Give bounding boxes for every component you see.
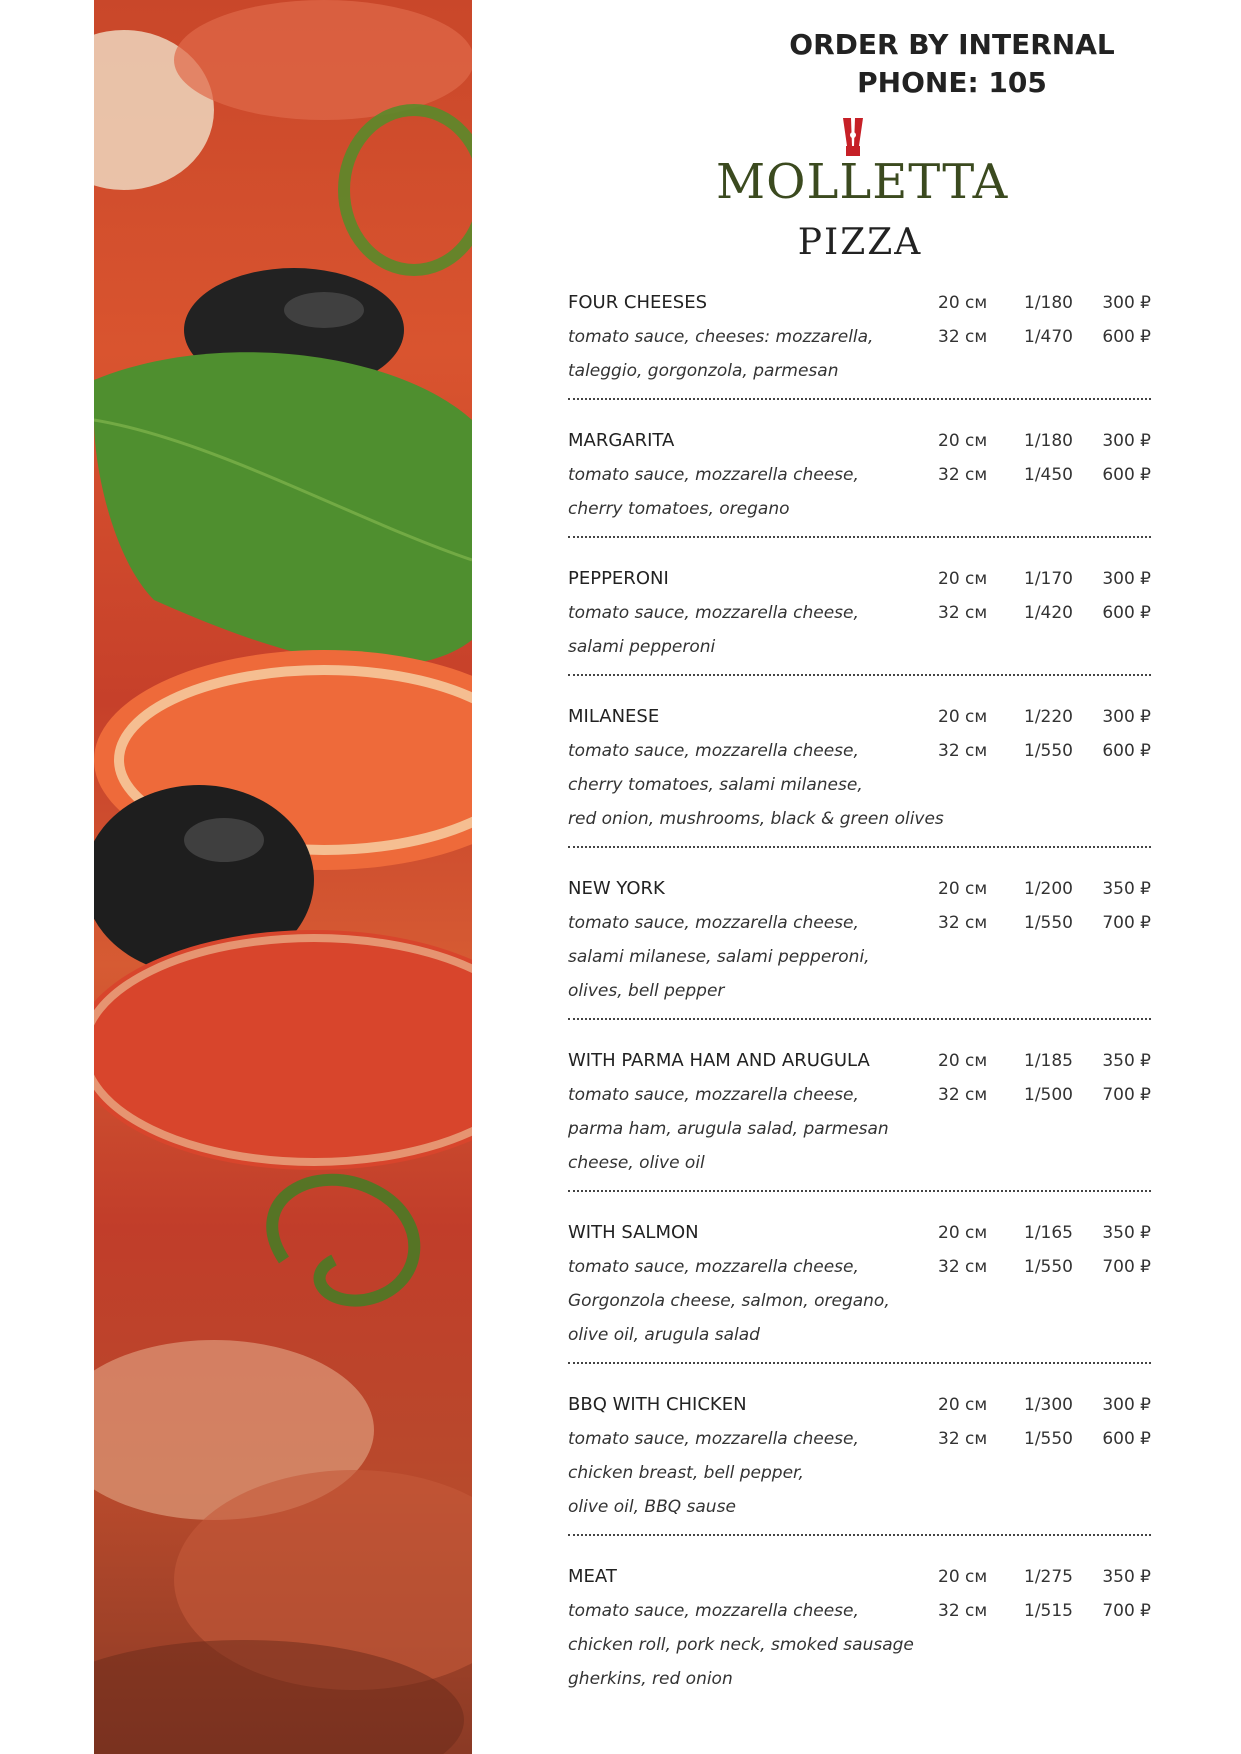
menu-item-row bbox=[568, 1628, 1151, 1662]
item-weight: 1/300 bbox=[1024, 1395, 1073, 1415]
pizza-photo-art bbox=[94, 0, 472, 1754]
item-weight: 1/500 bbox=[1024, 1085, 1073, 1105]
item-price: 300 ₽ bbox=[1102, 707, 1151, 727]
item-name: NEW YORK bbox=[568, 878, 665, 899]
dotted-divider bbox=[568, 1018, 1151, 1020]
item-description: olive oil, arugula salad bbox=[568, 1325, 760, 1345]
item-description: tomato sauce, mozzarella cheese, bbox=[568, 913, 859, 933]
item-description: olives, bell pepper bbox=[568, 981, 725, 1001]
menu-item bbox=[568, 700, 1151, 836]
item-price: 700 ₽ bbox=[1102, 1601, 1151, 1621]
menu-item-row bbox=[568, 1594, 1151, 1628]
item-price: 600 ₽ bbox=[1102, 1429, 1151, 1449]
dotted-divider bbox=[568, 398, 1151, 400]
item-price: 300 ₽ bbox=[1102, 569, 1151, 589]
menu-item bbox=[568, 424, 1151, 526]
menu-item-row bbox=[568, 1662, 1151, 1696]
item-weight: 1/550 bbox=[1024, 741, 1073, 761]
item-description: cherry tomatoes, oregano bbox=[568, 499, 790, 519]
item-size: 20 см bbox=[938, 1223, 988, 1243]
menu-item-row bbox=[568, 424, 1151, 458]
menu-item-row bbox=[568, 906, 1151, 940]
menu-item bbox=[568, 286, 1151, 388]
menu-item-row bbox=[568, 1146, 1151, 1180]
menu-item-row bbox=[568, 802, 1151, 836]
item-description: red onion, mushrooms, black & green olives bbox=[568, 809, 944, 829]
item-description: parma ham, arugula salad, parmesan bbox=[568, 1119, 889, 1139]
item-weight: 1/170 bbox=[1024, 569, 1073, 589]
item-description: gherkins, red onion bbox=[568, 1669, 733, 1689]
menu-item-row bbox=[568, 768, 1151, 802]
item-weight: 1/180 bbox=[1024, 293, 1073, 313]
item-weight: 1/470 bbox=[1024, 327, 1073, 347]
item-price: 600 ₽ bbox=[1102, 603, 1151, 623]
order-line-2: PHONE: 105 bbox=[857, 66, 1047, 99]
item-description: tomato sauce, mozzarella cheese, bbox=[568, 1601, 859, 1621]
item-weight: 1/550 bbox=[1024, 1257, 1073, 1277]
item-price: 350 ₽ bbox=[1102, 1223, 1151, 1243]
item-name: MEAT bbox=[568, 1566, 617, 1587]
menu-item-row bbox=[568, 1490, 1151, 1524]
item-name: WITH SALMON bbox=[568, 1222, 699, 1243]
item-size: 20 см bbox=[938, 1567, 988, 1587]
item-description: tomato sauce, mozzarella cheese, bbox=[568, 1429, 859, 1449]
item-size: 32 см bbox=[938, 465, 988, 485]
item-description: cheese, olive oil bbox=[568, 1153, 705, 1173]
item-size: 32 см bbox=[938, 1085, 988, 1105]
menu-item bbox=[568, 872, 1151, 1008]
menu-item-row bbox=[568, 1318, 1151, 1352]
menu-item-row bbox=[568, 872, 1151, 906]
item-description: cherry tomatoes, salami milanese, bbox=[568, 775, 863, 795]
item-name: MILANESE bbox=[568, 706, 660, 727]
menu-item bbox=[568, 1216, 1151, 1352]
item-size: 32 см bbox=[938, 1601, 988, 1621]
item-description: salami pepperoni bbox=[568, 637, 716, 657]
item-weight: 1/275 bbox=[1024, 1567, 1073, 1587]
item-weight: 1/550 bbox=[1024, 1429, 1073, 1449]
item-name: MARGARITA bbox=[568, 430, 675, 451]
item-weight: 1/420 bbox=[1024, 603, 1073, 623]
section-title: PIZZA bbox=[797, 222, 923, 263]
item-weight: 1/515 bbox=[1024, 1601, 1073, 1621]
order-phone-notice bbox=[752, 26, 1152, 102]
menu-item-row bbox=[568, 1216, 1151, 1250]
item-description: chicken breast, bell pepper, bbox=[568, 1463, 804, 1483]
menu-item-row bbox=[568, 1422, 1151, 1456]
menu-item-row bbox=[568, 596, 1151, 630]
item-size: 32 см bbox=[938, 1429, 988, 1449]
item-price: 600 ₽ bbox=[1102, 327, 1151, 347]
dotted-divider bbox=[568, 846, 1151, 848]
item-description: olive oil, BBQ sause bbox=[568, 1497, 736, 1517]
dotted-divider bbox=[568, 1362, 1151, 1364]
item-price: 600 ₽ bbox=[1102, 741, 1151, 761]
item-price: 700 ₽ bbox=[1102, 1085, 1151, 1105]
item-weight: 1/220 bbox=[1024, 707, 1073, 727]
menu-item-row bbox=[568, 630, 1151, 664]
menu-item bbox=[568, 1388, 1151, 1524]
item-description: tomato sauce, mozzarella cheese, bbox=[568, 1257, 859, 1277]
menu-item-row bbox=[568, 700, 1151, 734]
item-size: 20 см bbox=[938, 569, 988, 589]
menu-item-row bbox=[568, 940, 1151, 974]
item-description: Gorgonzola cheese, salmon, oregano, bbox=[568, 1291, 890, 1311]
item-size: 20 см bbox=[938, 293, 988, 313]
menu-item-row bbox=[568, 974, 1151, 1008]
menu-item-row bbox=[568, 492, 1151, 526]
item-description: tomato sauce, mozzarella cheese, bbox=[568, 1085, 859, 1105]
dotted-divider bbox=[568, 674, 1151, 676]
item-price: 300 ₽ bbox=[1102, 431, 1151, 451]
menu-list bbox=[568, 286, 1151, 1696]
item-size: 32 см bbox=[938, 913, 988, 933]
item-weight: 1/180 bbox=[1024, 431, 1073, 451]
dotted-divider bbox=[568, 536, 1151, 538]
item-size: 32 см bbox=[938, 1257, 988, 1277]
item-description: chicken roll, pork neck, smoked sausage bbox=[568, 1635, 914, 1655]
menu-item-row bbox=[568, 320, 1151, 354]
item-size: 20 см bbox=[938, 431, 988, 451]
item-weight: 1/200 bbox=[1024, 879, 1073, 899]
brand-name: MOLLETTA bbox=[716, 154, 1009, 210]
item-price: 300 ₽ bbox=[1102, 293, 1151, 313]
item-weight: 1/165 bbox=[1024, 1223, 1073, 1243]
item-description: tomato sauce, cheeses: mozzarella, bbox=[568, 327, 874, 347]
brand-logo bbox=[712, 112, 1012, 210]
item-name: FOUR CHEESES bbox=[568, 292, 707, 313]
menu-item bbox=[568, 1560, 1151, 1696]
item-weight: 1/550 bbox=[1024, 913, 1073, 933]
item-price: 350 ₽ bbox=[1102, 1051, 1151, 1071]
dotted-divider bbox=[568, 1534, 1151, 1536]
item-size: 20 см bbox=[938, 1051, 988, 1071]
item-size: 32 см bbox=[938, 603, 988, 623]
item-price: 350 ₽ bbox=[1102, 879, 1151, 899]
menu-item-row bbox=[568, 734, 1151, 768]
item-price: 300 ₽ bbox=[1102, 1395, 1151, 1415]
item-name: PEPPERONI bbox=[568, 568, 669, 589]
item-price: 700 ₽ bbox=[1102, 1257, 1151, 1277]
order-line-1: ORDER BY INTERNAL bbox=[789, 28, 1115, 61]
menu-item-row bbox=[568, 1560, 1151, 1594]
menu-item bbox=[568, 562, 1151, 664]
item-size: 32 см bbox=[938, 741, 988, 761]
menu-item-row bbox=[568, 1388, 1151, 1422]
item-weight: 1/185 bbox=[1024, 1051, 1073, 1071]
item-description: tomato sauce, mozzarella cheese, bbox=[568, 741, 859, 761]
menu-item-row bbox=[568, 1250, 1151, 1284]
menu-item bbox=[568, 1044, 1151, 1180]
menu-item-row bbox=[568, 286, 1151, 320]
item-name: BBQ WITH CHICKEN bbox=[568, 1394, 747, 1415]
item-size: 20 см bbox=[938, 879, 988, 899]
menu-item-row bbox=[568, 1044, 1151, 1078]
menu-item-row bbox=[568, 1456, 1151, 1490]
item-description: salami milanese, salami pepperoni, bbox=[568, 947, 870, 967]
menu-item-row bbox=[568, 562, 1151, 596]
menu-item-row bbox=[568, 458, 1151, 492]
item-price: 600 ₽ bbox=[1102, 465, 1151, 485]
menu-item-row bbox=[568, 1284, 1151, 1318]
item-weight: 1/450 bbox=[1024, 465, 1073, 485]
item-size: 20 см bbox=[938, 707, 988, 727]
item-size: 32 см bbox=[938, 327, 988, 347]
item-description: tomato sauce, mozzarella cheese, bbox=[568, 465, 859, 485]
item-price: 350 ₽ bbox=[1102, 1567, 1151, 1587]
menu-item-row bbox=[568, 1078, 1151, 1112]
item-size: 20 см bbox=[938, 1395, 988, 1415]
pizza-photo bbox=[94, 0, 472, 1754]
dotted-divider bbox=[568, 1190, 1151, 1192]
menu-item-row bbox=[568, 1112, 1151, 1146]
item-description: tomato sauce, mozzarella cheese, bbox=[568, 603, 859, 623]
item-price: 700 ₽ bbox=[1102, 913, 1151, 933]
item-description: taleggio, gorgonzola, parmesan bbox=[568, 361, 839, 381]
item-name: WITH PARMA HAM AND ARUGULA bbox=[568, 1050, 870, 1071]
menu-item-row bbox=[568, 354, 1151, 388]
